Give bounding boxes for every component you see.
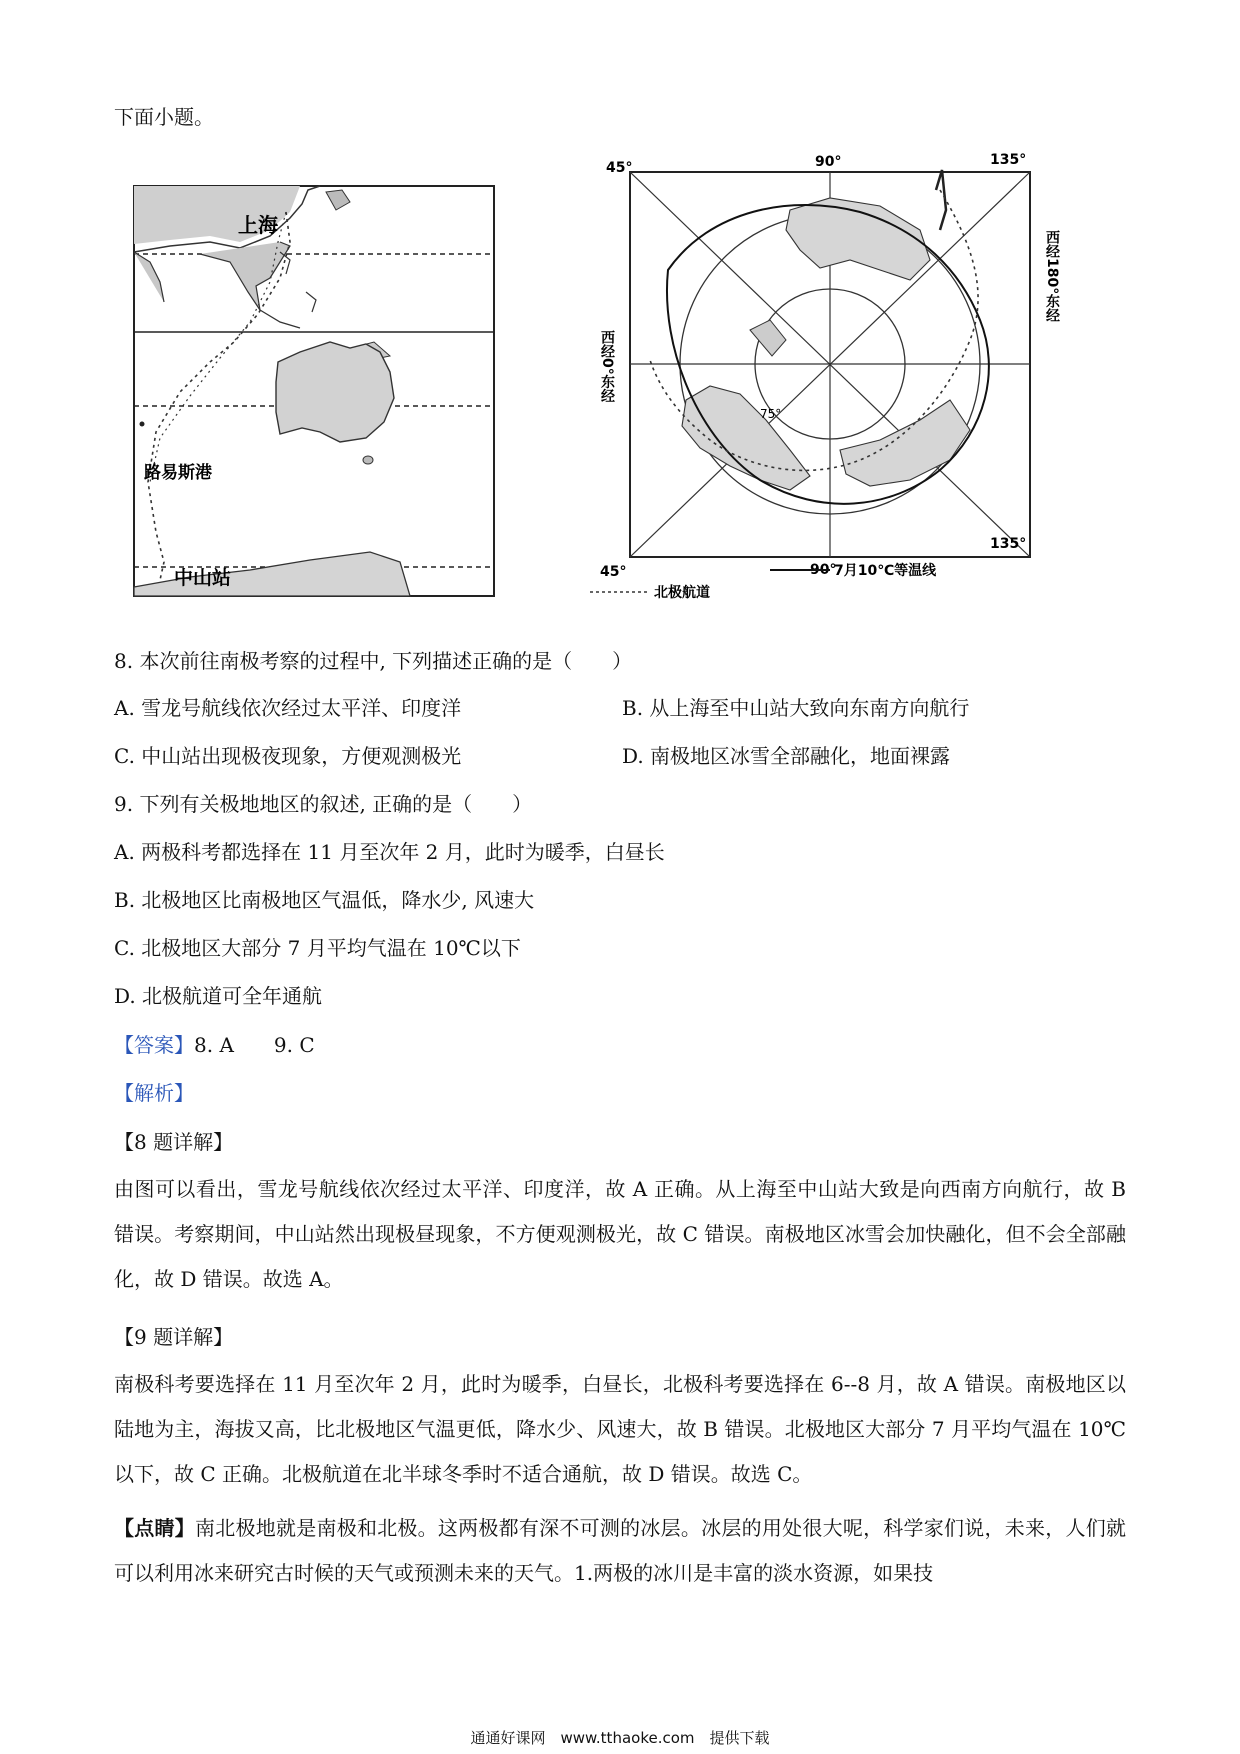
lon-45-top: 45°	[606, 160, 633, 176]
d9-heading: 【9 题详解】	[114, 1325, 234, 1349]
lon-135-top: 135°	[990, 152, 1027, 168]
footer-text: 通通好课网 www.tthaoke.com 提供下载	[470, 1729, 770, 1747]
d8-body: 由图可以看出，雪龙号航线依次经过太平洋、印度洋，故 A 正确。从上海至中山站大致是向西南方向航行，故 B 错误。考察期间，中山站然出现极昼现象，不方便观测极光，故 C 错误。南极地区冰雪会加快融化，但不会全部融化，故 D 错误。故选 A。	[114, 1177, 1126, 1291]
dianjing-paragraph	[114, 1506, 1126, 1596]
intro-text: 下面小题。	[114, 105, 214, 129]
q8-option-b: B. 从上海至中山站大致向东南方向航行	[622, 696, 970, 720]
d8-heading: 【8 题详解】	[114, 1130, 234, 1154]
lon-135-bottom: 135°	[990, 536, 1027, 552]
q9-option-a: A. 两极科考都选择在 11 月至次年 2 月，此时为暖季，白昼长	[114, 840, 665, 864]
left-lon-label: 西经0°东经	[599, 330, 615, 403]
answer-text: 8. A 9. C	[194, 1033, 315, 1057]
right-lon-label: 西经180°东经	[1044, 230, 1060, 323]
lon-45-bottom: 45°	[600, 564, 627, 580]
q8-option-c: C. 中山站出现极夜现象，方便观测极光	[114, 744, 462, 768]
q9-option-d: D. 北极航道可全年通航	[114, 984, 323, 1008]
lat-75-label: 75°	[760, 407, 782, 421]
dianjing-body: 南北极地就是南极和北极。这两极都有深不可测的冰层。冰层的用处很大呢，科学家们说，未来，人们就可以利用冰来研究古时候的天气或预测未来的天气。1.两极的冰川是丰富的淡水资源，如果技	[114, 1516, 1127, 1585]
q9-stem: 9. 下列有关极地地区的叙述, 正确的是（ ）	[114, 792, 533, 816]
q8-option-a: A. 雪龙号航线依次经过太平洋、印度洋	[114, 696, 462, 720]
dianjing-tag: 【点睛】	[114, 1516, 195, 1540]
legend-route: 北极航道	[654, 585, 710, 600]
q8-stem: 8. 本次前往南极考察的过程中, 下列描述正确的是（ ）	[114, 649, 633, 673]
label-luyisi: 路易斯港	[144, 463, 212, 483]
arctic-map	[590, 150, 1080, 600]
answer-line	[114, 1030, 315, 1060]
d9-body: 南极科考要选择在 11 月至次年 2 月，此时为暖季，白昼长，北极科考要选择在 6--8 月，故 A 错误。南极地区以陆地为主，海拔又高，比北极地区气温更低，降水少、风速大，故 B 错误。北极地区大部分 7 月平均气温在 10℃以下，故 C 正确。北极航道在北半球冬季时不适合通航，故 D 错误。故选 C。	[114, 1372, 1126, 1486]
q9-option-b: B. 北极地区比南极地区气温低，降水少, 风速大	[114, 888, 535, 912]
q9-option-c: C. 北极地区大部分 7 月平均气温在 10℃以下	[114, 936, 521, 960]
route-map	[130, 182, 500, 602]
q8-option-d: D. 南极地区冰雪全部融化，地面裸露	[622, 744, 951, 768]
analysis-tag: 【解析】	[114, 1081, 194, 1105]
lon-90-bottom: 90°	[810, 562, 837, 578]
label-shanghai: 上海	[238, 213, 278, 237]
answer-tag: 【答案】	[114, 1033, 194, 1057]
label-zhongshan: 中山站	[174, 567, 232, 589]
legend-isotherm: 7月10℃等温线	[834, 563, 937, 579]
lon-90-top: 90°	[815, 154, 842, 170]
